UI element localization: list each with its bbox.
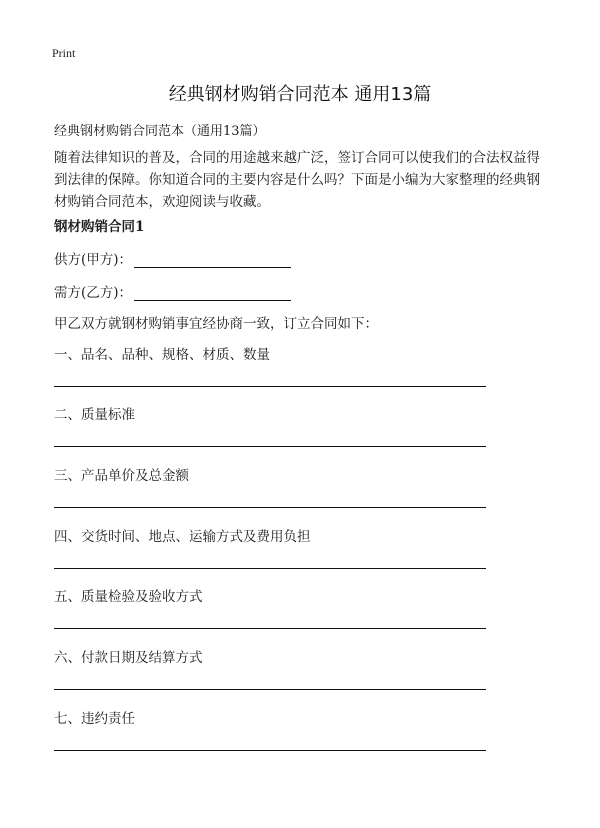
section-label: 一、品名、品种、规格、材质、数量 bbox=[54, 347, 270, 363]
section-label: 四、交货时间、地点、运输方式及费用负担 bbox=[54, 529, 311, 545]
document-title: 经典钢材购销合同范本 通用13篇 bbox=[168, 84, 432, 105]
section-item bbox=[54, 464, 486, 484]
agreement-text: 甲乙双方就钢材购销事宜经协商一致，订立合同如下： bbox=[54, 316, 378, 332]
section-item bbox=[54, 646, 486, 666]
section-blank-line bbox=[54, 689, 486, 690]
section-blank-line bbox=[54, 750, 486, 751]
section-blank-line bbox=[54, 386, 486, 387]
print-link[interactable]: Print bbox=[52, 46, 76, 60]
buyer-label: 需方(乙方)： bbox=[54, 285, 133, 301]
section-item bbox=[54, 585, 486, 605]
section-label: 七、违约责任 bbox=[54, 711, 135, 727]
section-label: 五、质量检验及验收方式 bbox=[54, 589, 203, 605]
section-blank-line bbox=[54, 446, 486, 447]
section-item bbox=[54, 403, 486, 423]
contract-heading: 钢材购销合同1 bbox=[54, 219, 145, 235]
intro-paragraph: 随着法律知识的普及，合同的用途越来越广泛，签订合同可以使我们的合法权益得到法律的保障。你知道合同的主要内容是什么吗？下面是小编为大家整理的经典钢材购销合同范本，欢迎阅读与收藏。 bbox=[54, 150, 540, 210]
section-label: 六、付款日期及结算方式 bbox=[54, 650, 203, 666]
section-label: 二、质量标准 bbox=[54, 407, 135, 423]
section-blank-line bbox=[54, 628, 486, 629]
section-item bbox=[54, 525, 486, 545]
buyer-row bbox=[54, 281, 291, 301]
supplier-label: 供方(甲方)： bbox=[54, 252, 133, 268]
section-item bbox=[54, 707, 486, 727]
supplier-row bbox=[54, 248, 291, 268]
document-subtitle: 经典钢材购销合同范本（通用13篇） bbox=[54, 124, 266, 139]
section-blank-line bbox=[54, 507, 486, 508]
section-blank-line bbox=[54, 568, 486, 569]
section-item bbox=[54, 343, 486, 363]
section-label: 三、产品单价及总金额 bbox=[54, 468, 189, 484]
supplier-blank-line bbox=[134, 251, 291, 268]
buyer-blank-line bbox=[134, 284, 291, 301]
